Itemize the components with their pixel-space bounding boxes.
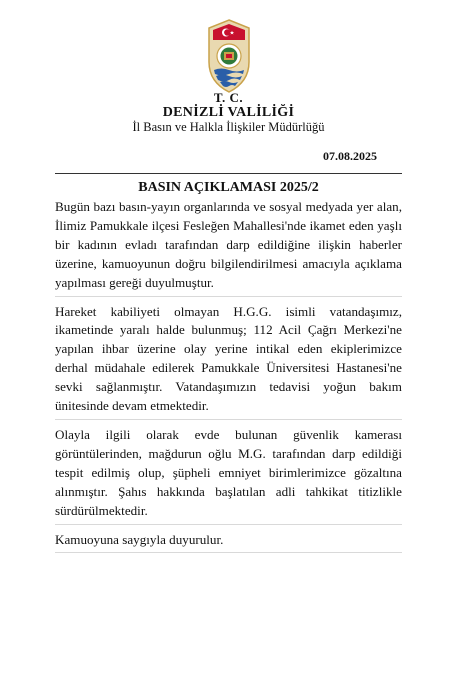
header-directorate: İl Basın ve Halkla İlişkiler Müdürlüğü: [132, 120, 325, 134]
release-date: 07.08.2025: [323, 149, 377, 163]
header-governorship: DENİZLİ VALİLİĞİ: [162, 105, 295, 120]
header-tc: T. C.: [213, 90, 244, 105]
governorship-emblem-icon: [206, 18, 252, 94]
header-divider: [55, 173, 402, 174]
paragraph-1: Bugün bazı basın-yayın organlarında ve sosyal medyada yer alan, İlimiz Pamukkale ilçesi Fesleğen Mahallesi'nde ikamet eden yaşlı bir kadının evladı tarafından darp edildiğine ilişkin haberler üzerine, kamuoyunun doğru bilgilendirilmesi amacıyla açıklama yapılması gereği duyulmuştur.: [55, 198, 402, 297]
paragraph-3: Olayla ilgili olarak evde bulunan güvenlik kamerası görüntülerinden, mağdurun oğlu M.G. tarafından darp edildiği tespit edilmiş olup, şüpheli emniyet birimlerimizce gözaltına alınmıştır. Şahıs hakkında başlatılan adli tahkikat titizlikle sürdürülmektedir.: [55, 426, 402, 525]
paragraph-2: Hareket kabiliyeti olmayan H.G.G. isimli vatandaşımız, ikametinde yaralı halde bulunmuş; 112 Acil Çağrı Merkezi'ne yapılan ihbar üzerine olay yerine intikal eden ekiplerimizce derhal müdahale edilerek Pamukkale Üniversitesi Hastanesi'ne sevki sağlanmıştır. Vatandaşımızın tedavisi yoğun bakım ünitesinde devam etmektedir.: [55, 303, 402, 420]
press-release-body: [55, 198, 402, 559]
paragraph-closing: Kamuoyuna saygıyla duyurulur.: [55, 531, 402, 554]
press-release-title: BASIN AÇIKLAMASI 2025/2: [138, 180, 319, 195]
